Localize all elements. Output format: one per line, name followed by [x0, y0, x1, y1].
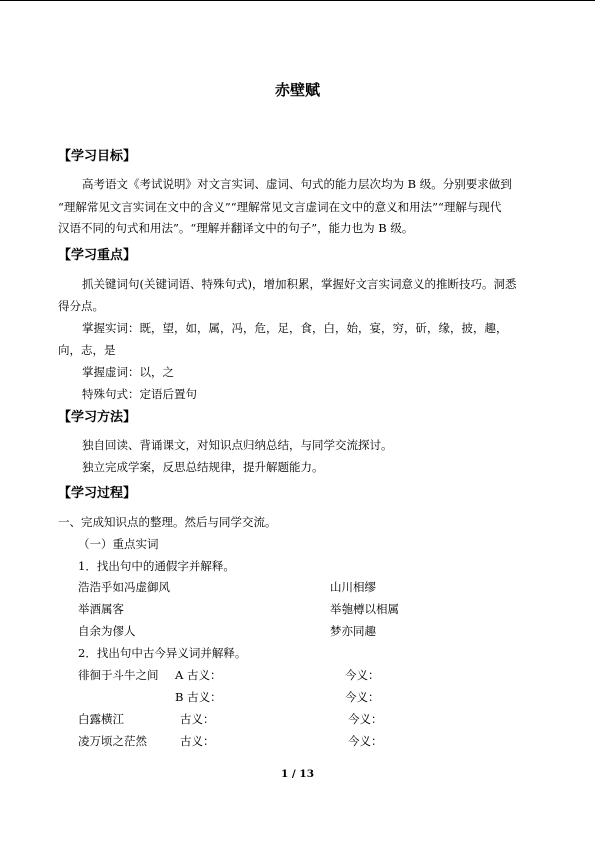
page-number: 1 / 13 — [280, 768, 315, 780]
objectives-line-2: “理解常见文言实词在文中的含义”“理解常见文言虚词在文中的意义和用法”“理解与现代 — [58, 200, 502, 214]
q2-ancient-meaning: B 古义： — [175, 690, 222, 704]
objectives-heading: 【学习目标】 — [58, 149, 137, 164]
q1-item-left: 浩浩乎如冯虚御风 — [78, 580, 170, 594]
top-border — [0, 0, 595, 1]
q1-item-right: 梦亦同趣 — [330, 624, 376, 638]
q2-sentence: 白露横江 — [78, 712, 124, 726]
key-points-line-3: 掌握实词：既，望，如，属，冯，危，足，食，白，始，宴，穷，斫，缘，披，趣， — [82, 321, 508, 335]
key-points-heading: 【学习重点】 — [58, 248, 137, 263]
q1-item-right: 举匏樽以相属 — [330, 602, 399, 616]
methods-line-2: 独立完成学案，反思总结规律，提升解题能力。 — [82, 460, 324, 474]
q2-modern-meaning: 今义： — [348, 712, 383, 726]
key-points-line-4: 向，志，是 — [58, 343, 116, 357]
q2-modern-meaning: 今义： — [348, 734, 383, 748]
q2-modern-meaning: 今义： — [345, 690, 380, 704]
q1-item-left: 举酒属客 — [78, 602, 124, 616]
process-step-1: 一、完成知识点的整理。然后与同学交流。 — [58, 515, 277, 529]
page-title: 赤壁赋 — [274, 81, 320, 99]
q2-sentence: 徘徊于斗牛之间 — [78, 668, 159, 682]
q1-item-right: 山川相缪 — [330, 580, 376, 594]
key-points-line-5: 掌握虚词：以，之 — [82, 365, 174, 379]
process-subsection-title: （一）重点实词 — [78, 537, 159, 551]
methods-line-1: 独自回读、背诵课文，对知识点归纳总结，与同学交流探讨。 — [82, 438, 393, 452]
key-points-line-6: 特殊句式：定语后置句 — [82, 387, 197, 401]
objectives-line-1: 高考语文《考试说明》对文言实词、虚词、句式的能力层次均为 B 级。分别要求做到 — [82, 177, 512, 191]
key-points-line-2: 得分点。 — [58, 299, 104, 313]
objectives-line-3: 汉语不同的句式和用法”。“理解并翻译文中的句子”，能力也为 B 级。 — [58, 221, 414, 235]
key-points-line-1: 抓关键词句(关键词语、特殊句式)，增加积累，掌握好文言实词意义的推断技巧。洞悉 — [82, 277, 517, 291]
question-2: 2．找出句中古今异义词并解释。 — [78, 646, 247, 660]
methods-heading: 【学习方法】 — [58, 410, 137, 425]
process-heading: 【学习过程】 — [58, 486, 137, 501]
q1-item-left: 自余为僇人 — [78, 624, 136, 638]
q2-ancient-meaning: 古义： — [180, 712, 215, 726]
q2-ancient-meaning: 古义： — [180, 734, 215, 748]
q2-modern-meaning: 今义： — [345, 668, 380, 682]
question-1: 1．找出句中的通假字并解释。 — [78, 559, 235, 573]
q2-ancient-meaning: A 古义： — [175, 668, 222, 682]
q2-sentence: 凌万顷之茫然 — [78, 734, 147, 748]
